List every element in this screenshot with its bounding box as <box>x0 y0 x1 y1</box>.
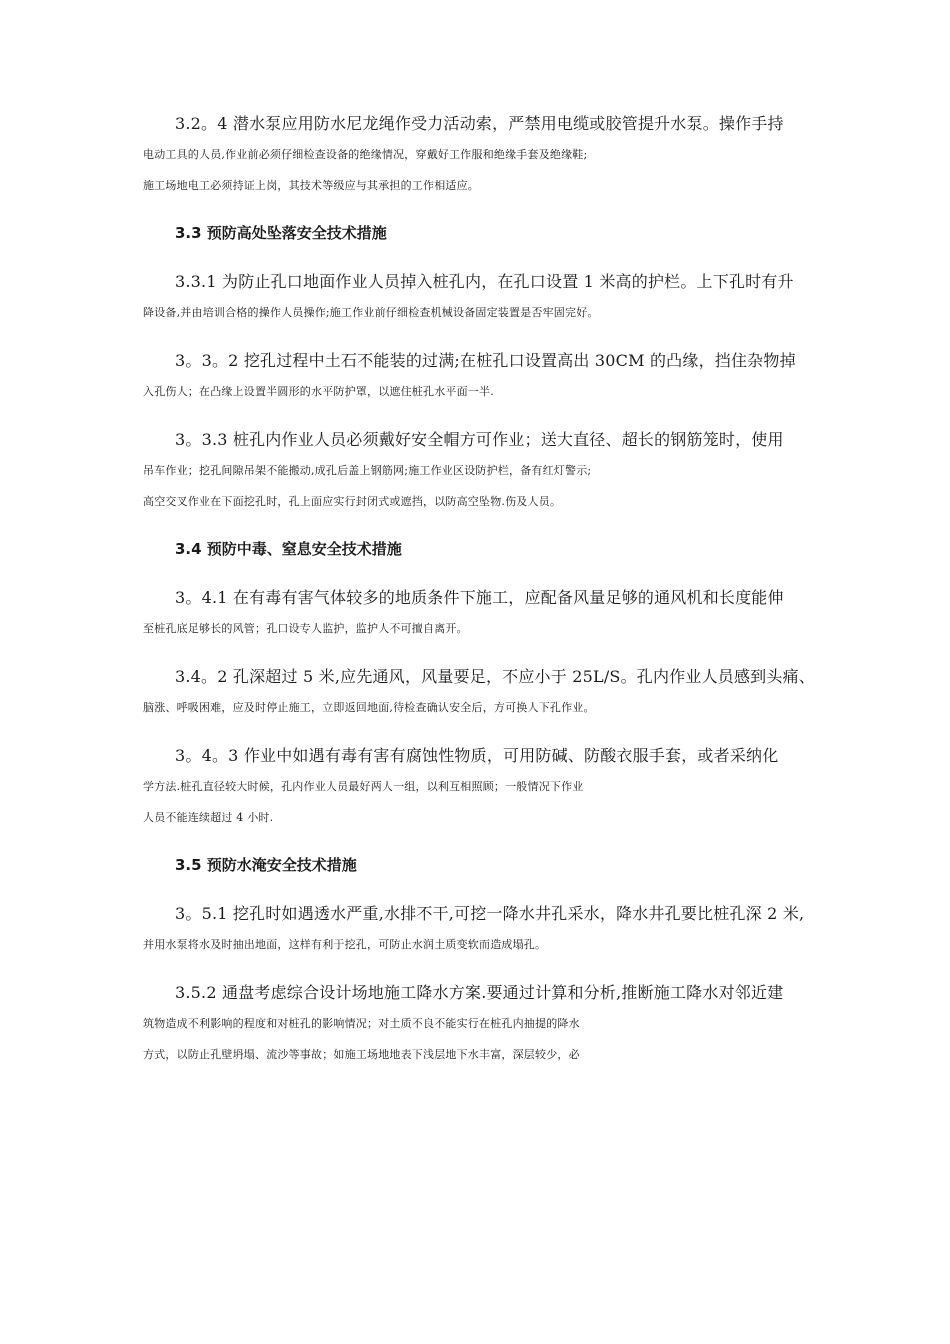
paragraph <box>143 740 815 833</box>
paragraph <box>143 661 815 723</box>
paragraph-line: 并用水泵将水及时抽出地面，这样有利于挖孔，可防止水润土质变软而造成塌孔。 <box>143 938 547 951</box>
paragraph-line: 3。4。3 作业中如遇有毒有害有腐蚀性物质，可用防碱、防酸衣服手套，或者采纳化 <box>175 746 779 765</box>
paragraph-line: 吊车作业；挖孔间隙吊架不能搬动,成孔后盖上钢筋网;施工作业区设防护栏，备有红灯警示; <box>143 464 592 477</box>
paragraph-line: 3.2。4 潜水泵应用防水尼龙绳作受力活动索，严禁用电缆或胶管提升水泵。操作手持 <box>175 114 784 133</box>
paragraph-line: 方式，以防止孔壁坍塌、流沙等事故；如施工场地地表下浅层地下水丰富，深层较少，必 <box>143 1048 580 1061</box>
paragraph-line: 电动工具的人员,作业前必须仔细检查设备的绝缘情况，穿戴好工作服和绝缘手套及绝缘鞋; <box>143 148 588 161</box>
paragraph <box>143 898 815 960</box>
paragraph-line: 3。5.1 挖孔时如遇透水严重,水排不干,可挖一降水井孔采水，降水井孔要比桩孔深 2 米, <box>175 904 805 923</box>
paragraph <box>143 977 815 1070</box>
section-heading: 3.3 预防高处坠落安全技术措施 <box>175 224 387 242</box>
paragraph <box>143 108 815 201</box>
paragraph-line: 学方法.桩孔直径较大时候，孔内作业人员最好两人一组，以利互相照顾；一般情况下作业 <box>143 780 584 793</box>
paragraph-line: 施工场地电工必须持证上岗，其技术等级应与其承担的工作相适应。 <box>143 179 479 192</box>
paragraph-line: 脑涨、呼吸困难，应及时停止施工，立即返回地面,待检查确认安全后，方可换人下孔作业。 <box>143 701 595 714</box>
paragraph-line: 3.4。2 孔深超过 5 米,应先通风，风量要足，不应小于 25L/S。孔内作业人员感到头痛、 <box>175 667 815 686</box>
paragraph-line: 3。3。2 挖孔过程中土石不能装的过满;在桩孔口设置高出 30CM 的凸缘，挡住杂物掉 <box>175 351 796 370</box>
paragraph-line: 3.5.2 通盘考虑综合设计场地施工降水方案.要通过计算和分析,推断施工降水对邻近建 <box>175 983 784 1002</box>
paragraph <box>143 582 815 644</box>
paragraph-line: 降设备,并由培训合格的操作人员操作;施工作业前仔细检查机械设备固定装置是否牢固完好。 <box>143 306 599 319</box>
paragraph-line: 3。3.3 桩孔内作业人员必须戴好安全帽方可作业；送大直径、超长的钢筋笼时，使用 <box>175 430 784 449</box>
paragraph-line: 入孔伤人；在凸缘上设置半圆形的水平防护罩，以遮住桩孔水平面一半. <box>143 385 494 398</box>
paragraph <box>143 424 815 517</box>
paragraph-line: 筑物造成不利影响的程度和对桩孔的影响情况；对土质不良不能实行在桩孔内抽提的降水 <box>143 1017 580 1030</box>
paragraph-line: 3.3.1 为防止孔口地面作业人员掉入桩孔内，在孔口设置 1 米高的护栏。上下孔时有升 <box>175 272 794 291</box>
paragraph <box>143 345 815 407</box>
paragraph <box>143 266 815 328</box>
paragraph-line: 3。4.1 在有毒有害气体较多的地质条件下施工，应配备风量足够的通风机和长度能伸 <box>175 588 784 607</box>
paragraph-line: 人员不能连续超过 4 小时. <box>143 811 274 824</box>
section-heading: 3.5 预防水淹安全技术措施 <box>175 856 357 874</box>
document-page <box>143 108 815 1087</box>
section-heading: 3.4 预防中毒、窒息安全技术措施 <box>175 540 402 558</box>
paragraph-line: 至桩孔底足够长的风管；孔口设专人监护，监护人不可擅自离开。 <box>143 622 468 635</box>
paragraph-line: 高空交叉作业在下面挖孔时，孔上面应实行封闭式或遮挡，以防高空坠物.伤及人员。 <box>143 495 562 508</box>
